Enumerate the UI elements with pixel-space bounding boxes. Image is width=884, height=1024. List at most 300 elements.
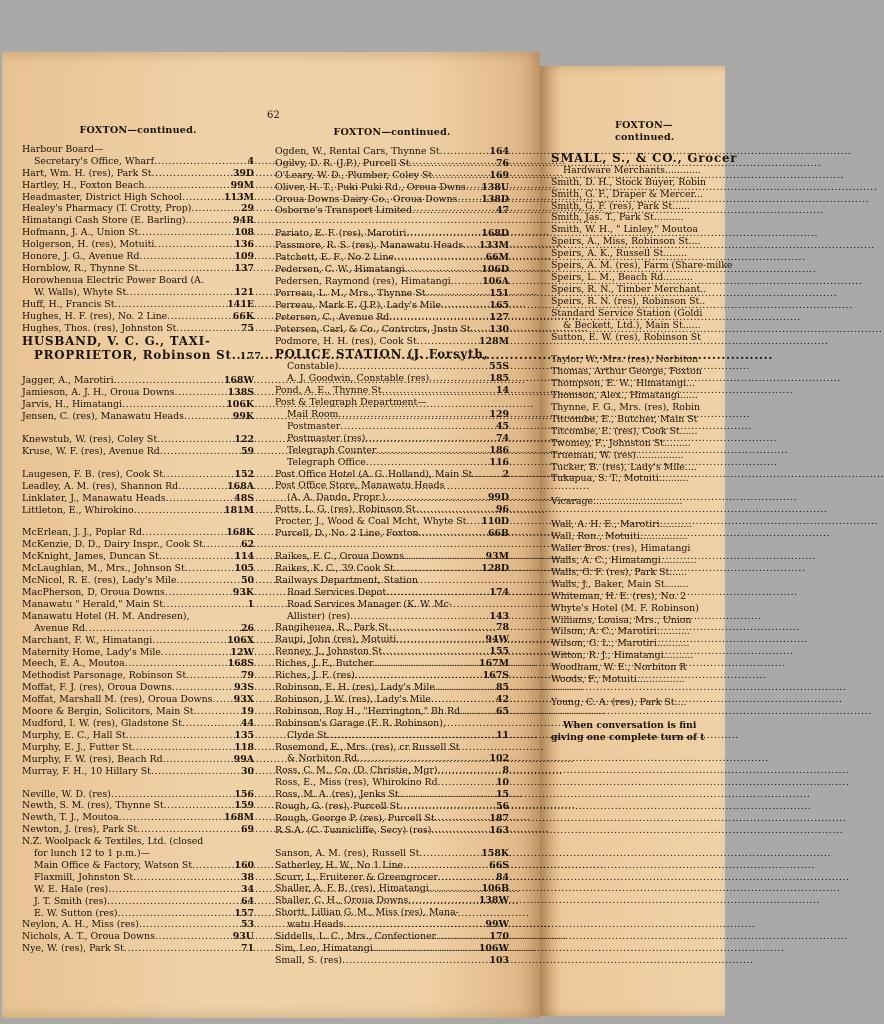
entry-number: 93K xyxy=(232,587,254,598)
entry-number: 122 xyxy=(234,434,254,446)
entry-name: Procter, J., Wood & Coal Mcht, Whyte St xyxy=(275,516,467,528)
dot-leader xyxy=(463,240,477,252)
entry-name: Nichols, A. T., Oroua Downs xyxy=(22,931,155,943)
dot-leader xyxy=(404,551,483,563)
entry-name: Allister) (res) xyxy=(287,610,351,622)
entry-number: 69 xyxy=(240,824,254,836)
dot-leader xyxy=(400,801,487,813)
directory-entry xyxy=(22,919,254,931)
entry-number: 15 xyxy=(495,789,509,801)
entry-number: 79 xyxy=(240,670,254,682)
entry-name: Shaller, A. F. B. (res), Himatangi xyxy=(275,883,429,895)
directory-entry xyxy=(275,694,509,706)
directory-entry xyxy=(22,348,262,364)
dot-leader xyxy=(416,504,487,516)
entry-number: 114 xyxy=(234,551,254,563)
entry-text: N.Z. Woolpack & Textiles, Ltd. (closed xyxy=(22,836,204,848)
entry-name: Hart, Wm. H. (res), Park St xyxy=(22,167,152,179)
entry-number: 8 xyxy=(502,765,509,777)
directory-entry xyxy=(275,312,509,324)
directory-entry xyxy=(22,575,254,587)
entry-number: 74 xyxy=(495,432,509,444)
entry-number: 50 xyxy=(240,575,254,587)
entry-number: 168M xyxy=(224,812,254,824)
entry-name: E. W. Sutton (res) xyxy=(34,907,118,919)
entry-name: PROPRIETOR, Robinson St xyxy=(34,348,232,363)
dot-leader xyxy=(460,706,487,718)
entry-name: Road Services Depot xyxy=(287,586,387,598)
entry-name: Small, S. (res) xyxy=(275,954,343,966)
directory-entry xyxy=(275,445,509,457)
dot-leader xyxy=(471,324,487,336)
entry-name: Mail Room xyxy=(287,409,339,421)
entry-name: Neville, W. D. (res) xyxy=(22,788,111,800)
entry-number: 168A xyxy=(227,480,254,492)
entry-name: Rangiheuea, R., Park St xyxy=(275,622,389,634)
directory-entry xyxy=(22,896,254,908)
entry-number: 138U xyxy=(481,181,509,193)
entry-name: Petersen, C., Avenue Rd xyxy=(275,311,390,323)
entry-name: Robinson, J. W. (res), Lady's Mile xyxy=(275,693,431,705)
entry-name: MacPherson, D, Oroua Downs xyxy=(22,587,165,598)
directory-entry xyxy=(22,192,254,204)
dot-leader xyxy=(152,635,225,647)
entry-number: 56 xyxy=(495,801,509,813)
directory-entry xyxy=(275,646,509,658)
directory-entry xyxy=(22,311,254,323)
directory-entry xyxy=(22,539,254,551)
entry-name: Hartley, H., Foxton Beach xyxy=(22,179,145,191)
dot-leader xyxy=(451,276,480,288)
entry-name: Raikes, K. C., 39 Cook St xyxy=(275,562,394,574)
directory-entry xyxy=(22,908,254,920)
entry-name: R.S.A. (C. Tunnicliffe, Secy) (res) xyxy=(275,824,432,836)
directory-entry xyxy=(22,884,254,896)
dot-leader xyxy=(163,599,232,611)
directory-entry xyxy=(22,563,254,575)
column-header: FOXTON—continued. xyxy=(333,127,451,138)
dot-leader xyxy=(436,931,487,943)
entry-text: Tucker, B. (res), Lady's Mile.... xyxy=(551,461,697,473)
dot-leader xyxy=(164,800,232,812)
entry-number: 106W xyxy=(478,943,509,954)
entry-name: Neylon, A. H., Miss (res) xyxy=(22,919,139,931)
directory-entry xyxy=(22,647,254,659)
entry-name: Ross, C. M., Co. (D. Christie, Mgr) xyxy=(275,765,438,777)
directory-entry xyxy=(22,446,254,458)
directory-entry xyxy=(275,252,509,264)
entry-text: Tukapua, S. T., Motuiti.......... xyxy=(551,473,689,485)
directory-entry xyxy=(22,156,254,168)
entry-name: Passmore, R. S. (res), Manawatu Heads xyxy=(275,240,464,252)
entry-name: watu Heads xyxy=(287,919,344,931)
entry-name: Kruse, W. F. (res), Avenue Rd xyxy=(22,445,160,457)
directory-entry xyxy=(22,766,254,778)
entry-name: Murphy, E. J., Futter St xyxy=(22,741,133,753)
dot-leader xyxy=(399,789,487,801)
entry-name: Holgerson, H. (res), Motuiti xyxy=(22,239,155,251)
entry-name: Raupi, John (res), Motuiti xyxy=(275,634,397,646)
entry-number: 42 xyxy=(495,693,509,705)
entry-text: Wilson, G. L., Marotiri........... xyxy=(551,638,690,650)
entry-text: Woods, F., Motuiti................ xyxy=(551,674,685,686)
directory-entry xyxy=(275,194,509,206)
entry-number: 99D xyxy=(487,492,509,504)
directory-entry xyxy=(275,682,509,694)
entry-name: Ogden, W., Rental Cars, Thynne St xyxy=(275,145,440,157)
dot-leader xyxy=(182,718,232,730)
entry-number: 137 xyxy=(234,262,254,274)
entry-name: McLaughlan, M., Mrs., Johnson St xyxy=(22,563,185,575)
entry-name: McErlean, J. J., Poplar Rd xyxy=(22,527,142,539)
directory-entry xyxy=(275,551,509,563)
dot-leader xyxy=(160,446,232,458)
dot-leader xyxy=(396,634,483,646)
entry-name: Murray, F. H., 10 Hillary St xyxy=(22,765,151,777)
entry-text: & Beckett, Ltd.), Main St...... xyxy=(563,319,701,331)
dot-leader xyxy=(163,754,232,766)
entry-name: Postmaster (res) xyxy=(287,432,366,444)
directory-entry xyxy=(275,931,509,943)
entry-text: Post & Telegraph Department— xyxy=(275,397,427,409)
entry-name: Himatangi Cash Store (E. Barling) xyxy=(22,215,186,227)
entry-number: 151 xyxy=(489,287,509,299)
entry-name: Podmore, H. H. (res), Cook St xyxy=(275,335,417,347)
section-gap xyxy=(551,508,725,519)
dot-leader xyxy=(139,251,232,263)
directory-entry xyxy=(275,146,509,158)
entry-text: Wilson, A. C., Marotiri........... xyxy=(551,626,690,638)
entry-name: McKnight, James, Duncan St xyxy=(22,551,159,563)
dot-leader xyxy=(194,706,232,718)
entry-number: 39D xyxy=(232,167,254,179)
entry-text: Trueman, W. (res)................ xyxy=(551,449,684,461)
entry-list xyxy=(22,143,262,955)
entry-name: Perreau, L. M., Mrs., Thynne St xyxy=(275,287,426,299)
dot-leader xyxy=(132,742,232,754)
dot-leader xyxy=(365,433,487,445)
entry-number: 106B xyxy=(481,883,509,895)
entry-name: Rough, G. (res), Purcell St xyxy=(275,801,400,813)
directory-entry xyxy=(22,411,254,423)
dot-leader xyxy=(139,919,232,931)
entry-name: Potts, L. G. (res), Robinson St xyxy=(275,504,416,516)
entry-text: Wall, A. H. E., Marotiri........... xyxy=(551,519,693,531)
dot-leader xyxy=(157,434,232,446)
entry-name: Hofmann, J. A., Union St xyxy=(22,227,139,239)
entry-text: Road Services Manager (K. W. Mc- xyxy=(287,598,453,610)
entry-number: 181M xyxy=(224,504,254,516)
dot-leader xyxy=(342,955,487,967)
entry-list xyxy=(275,146,509,967)
directory-entry xyxy=(22,706,254,718)
entry-text: Smith, G. F., Draper & Mercer... xyxy=(551,188,703,200)
entry-number: 106D xyxy=(481,264,509,276)
entry-number: 106A xyxy=(482,275,509,287)
entry-number: 44 xyxy=(240,717,254,729)
directory-entry xyxy=(275,158,509,170)
dot-leader xyxy=(438,872,487,884)
entry-name: Pariato, E. F. (res), Marotiri xyxy=(275,228,407,240)
entry-number: 64 xyxy=(240,895,254,907)
entry-name: Oroua Downs Dairy Co., Oroua Downs xyxy=(275,193,458,205)
entry-name: Scurr, I., Fruiterer & Greengrocer xyxy=(275,871,438,883)
dot-leader xyxy=(441,300,487,312)
dot-leader xyxy=(126,730,232,742)
entry-number: 85 xyxy=(495,681,509,693)
entry-text: Wall, Ron., Motuiti................ xyxy=(551,531,688,543)
entry-text: Vicarage.............................. xyxy=(551,496,683,508)
entry-name: Ross, M. A. (res), Jenks St xyxy=(275,789,399,801)
directory-entry xyxy=(275,634,509,646)
section-gap xyxy=(22,364,254,375)
entry-number: 165 xyxy=(489,299,509,311)
entry-number: 48S xyxy=(234,492,254,504)
directory-entry xyxy=(275,264,509,276)
dot-leader xyxy=(440,146,487,158)
directory-entry xyxy=(22,742,254,754)
entry-name: & Norbiton Rd xyxy=(287,753,358,765)
entry-name: Healey's Pharmacy (T. Crotty, Prop) xyxy=(22,203,192,215)
entry-name: Shaller, C. H., Oroua Downs xyxy=(275,895,409,907)
entry-number: 168K xyxy=(226,527,254,539)
entry-number: 1 xyxy=(247,598,254,610)
directory-entry xyxy=(22,824,254,836)
dot-leader xyxy=(165,587,231,599)
entry-text: Titcombe, E. (res), Cook St...... xyxy=(551,425,698,437)
entry-name: J. T. Smith (res) xyxy=(34,895,108,907)
entry-number: 96 xyxy=(495,504,509,516)
directory-entry xyxy=(22,800,254,812)
dot-leader xyxy=(154,156,232,168)
entry-number: 174 xyxy=(489,586,509,598)
directory-entry xyxy=(275,765,509,777)
directory-entry xyxy=(275,813,509,825)
directory-entry xyxy=(22,931,254,943)
entry-number: 109 xyxy=(234,251,254,263)
entry-number: 66K xyxy=(232,310,254,322)
entry-name: Siddells, L. C., Mrs., Confectioner xyxy=(275,931,437,943)
dot-leader xyxy=(405,264,480,276)
directory-entry xyxy=(22,493,254,505)
entry-name: Littleton, E., Whirokino xyxy=(22,504,134,516)
entry-text: Hardware Merchants............ xyxy=(563,164,701,176)
dot-leader xyxy=(154,239,232,251)
dot-leader xyxy=(142,527,224,539)
dot-leader xyxy=(134,505,222,517)
directory-entry xyxy=(22,730,254,742)
dot-leader xyxy=(431,694,487,706)
entry-number: 94W xyxy=(485,634,509,646)
entry-number: 78 xyxy=(495,622,509,634)
directory-entry xyxy=(22,682,254,694)
entry-number: 102 xyxy=(489,753,509,765)
dot-leader xyxy=(457,194,479,206)
dot-leader xyxy=(114,375,222,387)
directory-entry xyxy=(22,635,254,647)
entry-text: Thomas, Arthur George, Foxton xyxy=(551,366,702,378)
entry-number: 163 xyxy=(489,824,509,836)
entry-number: 159 xyxy=(234,800,254,812)
dot-leader xyxy=(338,361,487,373)
dot-leader xyxy=(185,563,232,575)
dot-leader xyxy=(166,493,232,505)
directory-entry xyxy=(275,205,509,217)
section-gap xyxy=(275,540,509,551)
entry-number: 121 xyxy=(234,286,254,298)
directory-entry xyxy=(22,943,254,955)
entry-name: Headmaster, District High School xyxy=(22,191,183,203)
dot-leader xyxy=(357,753,487,765)
entry-number: 113M xyxy=(224,191,254,203)
entry-name: Nye, W. (res), Park St xyxy=(22,943,124,955)
column-header: FOXTON—continued. xyxy=(79,125,197,136)
entry-text: Railways Department, Station xyxy=(275,574,418,586)
dot-leader xyxy=(406,228,479,240)
directory-entry xyxy=(22,434,254,446)
entry-text: When conversation is fini xyxy=(563,719,697,731)
directory-entry xyxy=(275,895,509,907)
directory-entry xyxy=(22,754,254,766)
entry-name: Meech, E. A., Moutoa xyxy=(22,658,125,670)
directory-entry xyxy=(275,324,509,336)
directory-entry xyxy=(275,622,509,634)
entry-number: 129 xyxy=(489,409,509,421)
dot-leader xyxy=(186,215,232,227)
entry-number: 47 xyxy=(495,205,509,217)
entry-number: 118 xyxy=(234,741,254,753)
entry-name: Constable) xyxy=(287,361,339,373)
entry-number: 130 xyxy=(489,323,509,335)
entry-number: 108 xyxy=(234,227,254,239)
column-right xyxy=(551,120,738,744)
entry-number: 45 xyxy=(495,420,509,432)
section-gap xyxy=(551,686,725,697)
entry-number: 93X xyxy=(233,694,254,706)
directory-entry xyxy=(22,551,254,563)
entry-name: Clyde St xyxy=(287,729,328,741)
entry-number: 29 xyxy=(240,203,254,215)
directory-entry xyxy=(275,373,509,385)
entry-number: 138W xyxy=(478,895,509,907)
dot-leader xyxy=(163,469,232,481)
dot-leader xyxy=(431,825,487,837)
dot-leader xyxy=(394,252,484,264)
entry-text: Sutton, E. W. (res), Robinson St xyxy=(551,331,701,343)
dot-leader xyxy=(125,658,226,670)
dot-leader xyxy=(438,777,487,789)
entry-number: 2 xyxy=(502,468,509,480)
entry-text: Speirs, A. M. (res), Farm (Share-milke xyxy=(551,260,733,272)
dot-leader xyxy=(412,205,487,217)
entry-text: Manawatu Hotel (H. M. Andresen), xyxy=(22,610,190,622)
dot-leader xyxy=(432,170,487,182)
entry-name: Rough, George P. (res), Purcell St xyxy=(275,812,435,824)
entry-number: 71 xyxy=(240,943,254,955)
directory-entry xyxy=(275,492,509,504)
column-middle xyxy=(275,127,509,967)
entry-number: 168S xyxy=(227,658,254,670)
featured-entry: SMALL, S., & CO., Grocer xyxy=(551,150,738,165)
dot-leader xyxy=(184,411,231,423)
entry-name: Postmaster xyxy=(287,420,341,432)
entry-number: 177 xyxy=(239,351,262,363)
column-header: FOXTON—continued. xyxy=(615,120,675,143)
entry-name: Jensen, C. (res), Manawatu Heads xyxy=(22,411,184,423)
entry-name: Flaxmill, Johnston St xyxy=(34,871,134,883)
entry-name: Jagger, A., Marotiri xyxy=(22,375,114,387)
entry-text: Thompson, E. W., Himatangi... xyxy=(551,378,696,390)
directory-entry xyxy=(22,180,254,192)
entry-name: Moffat, F. J. (res), Oroua Downs xyxy=(22,682,172,694)
entry-number: 136 xyxy=(234,239,254,251)
entry-number: 94R xyxy=(233,215,254,227)
dot-leader xyxy=(408,895,477,907)
section-gap xyxy=(551,485,725,496)
dot-leader xyxy=(466,516,479,528)
dot-leader xyxy=(386,587,487,599)
entry-name: Perreau, Mark E. (J.P.), Lady's Mile xyxy=(275,299,441,311)
directory-entry xyxy=(22,789,254,801)
entry-text: Rosemond, E., Mrs. (res), cr Russell St xyxy=(275,741,460,753)
entry-name: Murphy, E. C., Hall St xyxy=(22,729,126,741)
entry-name: Osborne's Transport Limited xyxy=(275,205,413,217)
entry-text: Shortt, Lillian G. M., Miss (res), Mana- xyxy=(275,907,459,919)
directory-entry xyxy=(275,228,509,240)
entry-text: Smith, Jas. T., Park St.......... xyxy=(551,212,684,224)
entry-name: Riches, J. F., Butcher xyxy=(275,658,374,670)
directory-entry xyxy=(275,240,509,252)
dot-leader xyxy=(394,563,479,575)
entry-name: Satherley, H. W., No 1 Line xyxy=(275,859,404,871)
entry-number: 110D xyxy=(481,516,509,528)
dot-leader xyxy=(182,192,222,204)
dot-leader xyxy=(376,445,487,457)
entry-number: 169 xyxy=(489,169,509,181)
entry-number: 160 xyxy=(234,859,254,871)
directory-entry xyxy=(22,623,254,635)
entry-number: 138S xyxy=(227,387,254,399)
dot-leader xyxy=(373,943,477,955)
directory-entry xyxy=(275,872,509,884)
entry-name: Sanson, A. M. (res), Russell St xyxy=(275,847,420,859)
dot-leader xyxy=(107,896,232,908)
entry-name: Oliver, H. T., Puki Puki Rd., Oroua Dwns xyxy=(275,181,466,193)
entry-number: 34 xyxy=(240,883,254,895)
entry-number: 26 xyxy=(240,622,254,634)
entry-text: for lunch 12 to 1 p.m.)— xyxy=(34,848,151,860)
entry-number: 99A xyxy=(233,753,254,765)
entry-text: Smith, G. F. (res), Park St...... xyxy=(551,200,690,212)
entry-number: 14 xyxy=(495,385,509,397)
featured-entry: POLICE STATION (J. Forsyth, xyxy=(275,347,489,362)
directory-entry xyxy=(275,825,509,837)
entry-list xyxy=(551,150,738,744)
entry-number: 187 xyxy=(489,812,509,824)
directory-entry xyxy=(275,433,509,445)
dot-leader xyxy=(126,287,232,299)
entry-name: Laugesen, F. B. (res), Cook St xyxy=(22,468,164,480)
directory-entry xyxy=(275,288,509,300)
dot-leader xyxy=(178,481,225,493)
entry-number: 186 xyxy=(489,444,509,456)
dot-leader xyxy=(388,622,487,634)
directory-entry xyxy=(275,300,509,312)
entry-text: Williams, Louisa, Mrs., Union xyxy=(551,614,692,626)
entry-number: 168W xyxy=(223,375,254,387)
directory-entry xyxy=(275,789,509,801)
entry-name: Moore & Bergin, Solicitors, Main St xyxy=(22,706,194,718)
